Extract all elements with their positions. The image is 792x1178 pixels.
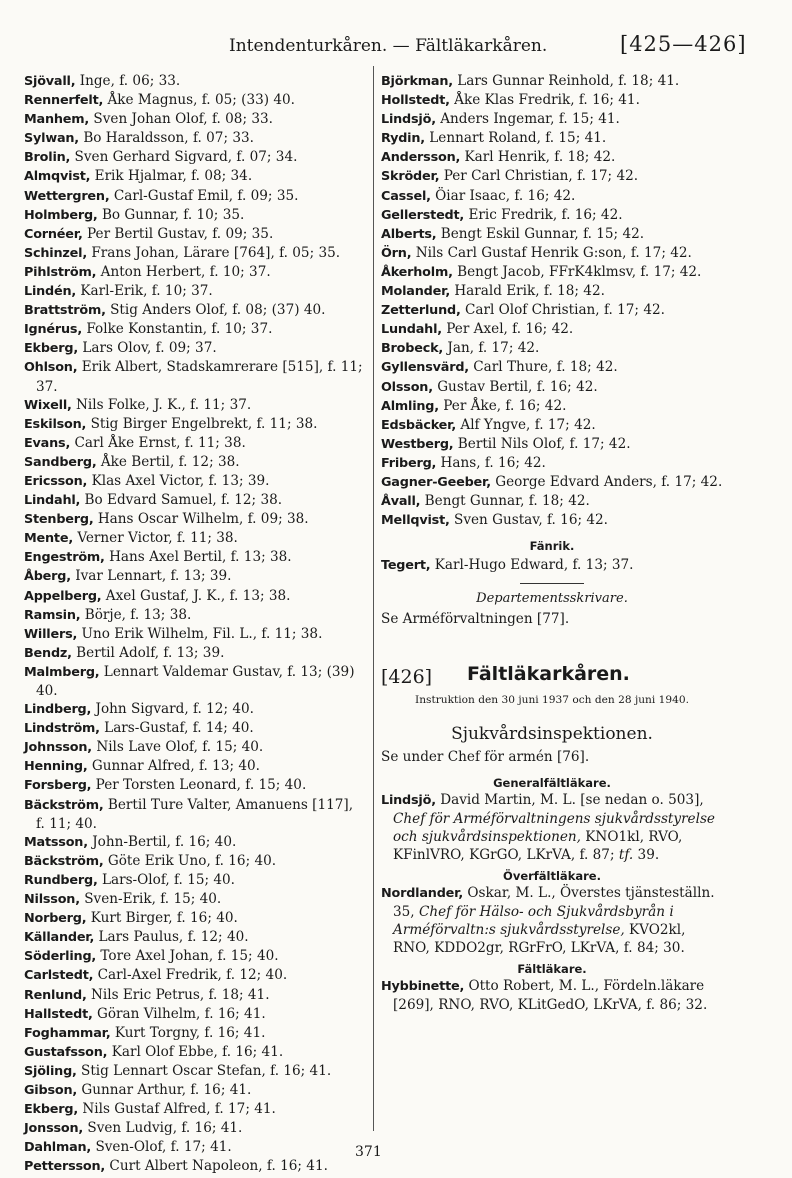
entry-details: Per Bertil Gustav, f. 09; 35. [86,225,274,242]
list-item [381,225,723,244]
entry-name: Foghammar, [24,1025,111,1041]
list-item [24,1024,364,1043]
list-item [381,206,723,225]
entry-name: Ohlson, [24,360,78,376]
entry-details: David Martin, M. L. [se nedan o. 503], [440,791,704,808]
list-item [24,1138,364,1157]
entry-name: Gibson, [24,1082,78,1098]
entry-name: Sylwan, [24,131,79,147]
entry-name: Lindén, [24,284,77,300]
list-item [24,339,364,358]
entry-name: Mente, [24,531,73,547]
entry-name: Lindsjö, [381,792,436,808]
entry-name: Andersson, [381,150,461,166]
entry-name: Westberg, [381,436,454,452]
overfaltlakare-entry [381,884,723,957]
entry-details: Anders Ingemar, f. 15; 41. [440,111,620,128]
list-item [381,511,723,530]
entry-details: Karl Olof Ebbe, f. 16; 41. [111,1043,284,1060]
entry-details: Per Torsten Leonard, f. 15; 40. [95,777,307,794]
list-item [24,796,364,833]
list-item [24,909,364,928]
list-item [24,738,364,757]
entry-name: Bendz, [24,645,72,661]
list-item [381,91,723,110]
list-item [24,167,364,186]
entry-name: Schinzel, [24,245,87,261]
entry-details: John-Bertil, f. 16; 40. [92,833,237,850]
entry-name: Bäckström, [24,853,104,869]
section-heading [381,662,723,692]
list-item [24,91,364,110]
list-item [24,263,364,282]
list-item [24,320,364,339]
entry-details: Verner Victor, f. 11; 38. [77,530,238,547]
list-item [24,148,364,167]
list-item [24,510,364,529]
entry-name: Nilsson, [24,892,80,908]
entry-name: Malmberg, [24,664,100,680]
entry-name: Eskilson, [24,416,87,432]
entry-details: Bertil Adolf, f. 13; 39. [76,644,225,661]
entry-details: Lars Paulus, f. 12; 40. [98,929,249,946]
entry-details: Lennart Roland, f. 15; 41. [429,130,607,147]
list-item [381,110,723,129]
entry-details: Karl-Hugo Edward, f. 13; 37. [434,557,634,574]
entry-details: Per Carl Christian, f. 17; 42. [443,168,639,185]
entry-name: Stenberg, [24,512,94,528]
list-item [381,72,723,91]
list-item [24,415,364,434]
entry-name: Zetterlund, [381,303,461,319]
entry-name: Björkman, [381,74,453,89]
entry-name: Åvall, [381,494,421,510]
entry-details: Öiar Isaac, f. 16; 42. [435,187,576,204]
entry-name: Gyllensvärd, [381,360,469,376]
list-item [381,282,723,301]
list-item [381,187,723,206]
fanrik-entry [381,556,723,575]
list-item [24,472,364,491]
entry-details: Kurt Torgny, f. 16; 41. [114,1024,266,1041]
entry-name: Söderling, [24,949,97,965]
entry-details: Sven Gustav, f. 16; 42. [454,512,608,529]
entry-name: Rundberg, [24,872,98,888]
entry-details: Sven-Olof, f. 17; 41. [95,1139,232,1156]
page-header [0,0,792,60]
list-item [381,397,723,416]
entry-details: Göte Erik Uno, f. 16; 40. [107,852,277,869]
entry-details: Börje, f. 13; 38. [84,606,192,623]
entry-details: Bo Haraldsson, f. 07; 33. [83,130,254,147]
entry-name: Källander, [24,930,95,946]
list-item [24,1043,364,1062]
entry-name: Friberg, [381,455,437,471]
entry-details: Harald Erik, f. 18; 42. [454,283,605,300]
entry-details: Oskar, M. L., Överstes tjänsteställn. 35, [393,884,715,920]
entry-details: Per Axel, f. 16; 42. [446,321,574,338]
entry-details: George Edvard Anders, f. 17; 42. [495,473,723,490]
entry-details: Hans Axel Bertil, f. 13; 38. [109,549,292,566]
entry-details: Bertil Nils Olof, f. 17; 42. [457,435,631,452]
entry-title-italic: Chef för Arméförvaltningens sjukvårdsstyrelse och sjukvårdsinspektionen, [393,810,715,845]
entry-details: Lars-Olof, f. 15; 40. [101,871,236,888]
entry-name: Ramsin, [24,607,81,623]
entry-details: Nils Lave Olof, f. 15; 40. [96,739,264,756]
entry-details: Stig Lennart Oscar Stefan, f. 16; 41. [81,1062,332,1079]
list-item [24,1100,364,1119]
entry-details: Åke Bertil, f. 12; 38. [100,453,240,470]
entry-name: Lindahl, [24,493,81,509]
entry-details: Åke Klas Fredrik, f. 16; 41. [454,92,640,109]
entry-name: Gustafsson, [24,1044,108,1060]
short-divider [520,583,584,584]
entry-name: Lindsjö, [381,112,436,128]
entry-details: Carl Thure, f. 18; 42. [473,359,618,376]
entry-name: Skröder, [381,169,440,185]
generalfaltlakare-entry [381,791,723,864]
entry-name: Dahlman, [24,1140,92,1156]
entry-details: Bertil Ture Valter, Amanuens [117], f. 11; 40. [36,796,354,832]
entry-name: Appelberg, [24,588,102,604]
entry-name: Molander, [381,284,450,300]
entry-details: Nils Carl Gustaf Henrik G:son, f. 17; 42. [415,244,692,261]
entry-name: Pihlström, [24,264,97,280]
fanrik-heading: Fänrik. [529,539,575,554]
entry-name: Almling, [381,398,439,414]
entry-details: Klas Axel Victor, f. 13; 39. [91,472,270,489]
entry-name: Edsbäcker, [381,417,457,433]
list-item [24,757,364,776]
entry-name: Engeström, [24,550,105,566]
list-item [381,129,723,148]
entry-name: Cassel, [381,188,431,204]
entry-details: Lars Olov, f. 09; 37. [82,340,217,357]
page-number: 371 [355,1144,382,1160]
list-item [24,1157,364,1176]
entry-orders: KNO1kl, RVO, KFinlVRO, KGrGO, LKrVA, f. 87; [393,828,683,863]
list-item [24,1062,364,1081]
entry-details: Otto Robert, M. L., Fördeln.läkare [269], RNO, RVO, KLitGedO, LKrVA, f. 86; 32. [393,978,708,1014]
column-divider [373,66,374,1131]
list-item [381,263,723,282]
entry-name: Evans, [24,435,71,451]
list-item [24,663,364,700]
list-item [381,416,723,435]
list-item [24,282,364,301]
list-item [24,986,364,1005]
faltlakare-entry [381,977,723,1014]
entry-details: Tore Axel Johan, f. 15; 40. [100,948,279,965]
entry-details: Åke Magnus, f. 05; (33) 40. [107,92,295,109]
entry-details: Lars Gunnar Reinhold, f. 18; 41. [457,73,680,89]
entry-details: Carl Åke Ernst, f. 11; 38. [74,434,246,451]
list-item [24,72,364,91]
list-item [24,206,364,225]
entry-details: Curt Albert Napoleon, f. 16; 41. [109,1158,328,1175]
list-item [24,776,364,795]
list-item [24,129,364,148]
entry-details: Frans Johan, Lärare [764], f. 05; 35. [91,244,341,261]
entry-name: Sjövall, [24,74,76,89]
entry-name: Pettersson, [24,1159,106,1175]
entry-details: Carl-Axel Fredrik, f. 12; 40. [97,967,288,984]
entry-name: Mellqvist, [381,513,450,529]
entry-details: Folke Konstantin, f. 10; 37. [86,321,273,338]
entry-name: Jonsson, [24,1121,84,1137]
list-item [381,358,723,377]
entry-details: Hans Oscar Wilhelm, f. 09; 38. [97,511,309,528]
list-item [24,966,364,985]
entry-name: Renlund, [24,987,87,1003]
list-item [381,301,723,320]
see-under-text: Se under Chef för armén [76]. [381,749,590,766]
entry-name: Sjöling, [24,1063,77,1079]
entry-details: Kurt Birger, f. 16; 40. [90,910,238,927]
page-range: [425—426] [620,32,747,56]
list-item [24,625,364,644]
entry-details: Sven Johan Olof, f. 08; 33. [93,111,273,128]
entry-name: Åkerholm, [381,264,453,280]
list-item [24,301,364,320]
entry-name: Gagner-Geeber, [381,474,491,490]
entry-details: Göran Vilhelm, f. 16; 41. [97,1005,266,1022]
entry-details: John Sigvard, f. 12; 40. [95,701,254,718]
inspection-heading: Sjukvårdsinspektionen. [451,724,653,745]
entry-name: Johnsson, [24,740,92,756]
entry-details: Erik Albert, Stadskamrerare [515], f. 11; 37. [36,359,363,395]
entry-details: Lennart Valdemar Gustav, f. 13; (39) 40. [36,663,355,699]
entry-orders: KVO2kl, RNO, KDDO2gr, RGrFrO, LKrVA, f. 84; 30. [393,922,686,957]
entry-details: Hans, f. 16; 42. [440,454,546,471]
entry-details: Gustav Bertil, f. 16; 42. [437,378,598,395]
entry-name: Gellerstedt, [381,207,465,223]
entry-name: Lindberg, [24,702,92,718]
list-item [24,548,364,567]
entry-name: Lindström, [24,721,100,737]
list-item [381,167,723,186]
list-item [24,833,364,852]
entry-details: Anton Herbert, f. 10; 37. [100,263,271,280]
list-item [24,871,364,890]
entry-details: Axel Gustaf, J. K., f. 13; 38. [105,587,291,604]
departementsskrivare-heading: Departementsskrivare. [476,591,628,607]
entry-details: Nils Gustaf Alfred, f. 17; 41. [82,1101,276,1118]
entry-title-italic: Chef för Hälso- och Sjukvårdsbyrån i Arméförvaltn:s sjukvårdsstyrelse, [393,904,674,939]
list-item [24,587,364,606]
list-item [24,225,364,244]
list-item [24,1119,364,1138]
list-item [24,890,364,909]
entry-details: Carl-Gustaf Emil, f. 09; 35. [113,187,299,204]
entry-details: Ivar Lennart, f. 13; 39. [75,568,232,585]
entry-year: 39. [637,846,660,863]
list-item [24,529,364,548]
entry-name: Wettergren, [24,188,110,204]
entry-name: Ignérus, [24,322,83,338]
entry-details: Bo Gunnar, f. 10; 35. [101,206,245,223]
entry-name: Manhem, [24,112,90,128]
entry-name: Åberg, [24,569,71,585]
entry-name: Cornéer, [24,226,83,242]
list-item [24,928,364,947]
generalfaltlakare-heading: Generalfältläkare. [493,775,611,790]
list-item [24,1005,364,1024]
entry-name: Tegert, [381,558,431,574]
list-item [381,339,723,358]
list-item [24,491,364,510]
entry-details: Bengt Gunnar, f. 18; 42. [424,493,590,510]
list-item [381,473,723,492]
entry-details: Lars-Gustaf, f. 14; 40. [104,720,254,737]
entry-name: Bäckström, [24,797,104,813]
entry-name: Forsberg, [24,778,92,794]
list-item [24,244,364,263]
entry-details: Nils Eric Petrus, f. 18; 41. [91,986,270,1003]
entry-details: Bo Edvard Samuel, f. 12; 38. [84,492,283,509]
entry-name: Alberts, [381,226,437,242]
entry-name: Olsson, [381,379,433,395]
entry-name: Örn, [381,245,412,261]
list-item [381,492,723,511]
departementsskrivare-text: Se Arméförvaltningen [77]. [381,611,570,628]
list-item [24,606,364,625]
entry-name: Norberg, [24,911,87,927]
right-entries-list [381,72,723,530]
entry-name: Rydin, [381,131,425,147]
list-item [24,358,364,395]
list-item [24,110,364,129]
entry-name: Hallstedt, [24,1006,93,1022]
section-number: [426] [381,666,433,689]
overfaltlakare-heading: Överfältläkare. [503,868,601,883]
entry-details: Erik Hjalmar, f. 08; 34. [94,168,253,185]
entry-name: Willers, [24,626,78,642]
list-item [24,852,364,871]
entry-details: Sven-Erik, f. 15; 40. [84,891,222,908]
entry-name: Nordlander, [381,885,464,901]
entry-details: Eric Fredrik, f. 16; 42. [468,206,623,223]
entry-details: Sven Gerhard Sigvard, f. 07; 34. [74,149,298,166]
list-item [24,719,364,738]
entry-name: Sandberg, [24,454,97,470]
entry-name: Holmberg, [24,207,98,223]
entry-name: Brolin, [24,150,71,166]
entry-name: Brobeck, [381,341,444,357]
entry-tf: tf. [618,846,634,863]
entry-name: Matsson, [24,834,88,850]
entry-details: Uno Erik Wilhelm, Fil. L., f. 11; 38. [81,625,323,642]
entry-name: Carlstedt, [24,968,94,984]
entry-name: Almqvist, [24,169,91,185]
list-item [381,454,723,473]
right-column [381,72,723,1014]
entry-details: Gunnar Arthur, f. 16; 41. [81,1081,252,1098]
entry-name: Wixell, [24,397,72,413]
list-item [24,396,364,415]
running-title: Intendenturkåren. — Fältläkarkåren. [229,36,548,56]
entry-details: Inge, f. 06; 33. [79,73,181,89]
entry-details: Jan, f. 17; 42. [447,340,540,357]
left-column [24,72,364,1176]
list-item [24,567,364,586]
list-item [24,1081,364,1100]
entry-details: Karl Henrik, f. 18; 42. [464,149,616,166]
entry-name: Rennerfelt, [24,93,104,109]
list-item [24,644,364,663]
entry-name: Brattström, [24,303,106,319]
entry-name: Ekberg, [24,341,79,357]
entry-details: Sven Ludvig, f. 16; 41. [87,1120,243,1137]
list-item [24,187,364,206]
faltlakare-heading: Fältläkare. [517,962,587,977]
list-item [381,320,723,339]
list-item [381,378,723,397]
entry-name: Henning, [24,759,88,775]
entry-details: Bengt Jacob, FFrK4klmsv, f. 17; 42. [457,263,702,280]
entry-details: Stig Anders Olof, f. 08; (37) 40. [110,302,326,319]
entry-details: Gunnar Alfred, f. 13; 40. [91,758,260,775]
list-item [24,453,364,472]
instruction-line: Instruktion den 30 juni 1937 och den 28 juni 1940. [415,694,689,707]
entry-details: Karl-Erik, f. 10; 37. [80,283,213,300]
list-item [381,244,723,263]
entry-name: Hybbinette, [381,979,465,995]
list-item [24,947,364,966]
list-item [381,435,723,454]
entry-details: Per Åke, f. 16; 42. [443,397,567,414]
entry-details: Nils Folke, J. K., f. 11; 37. [76,396,252,413]
section-title: Fältläkarkåren. [467,663,630,686]
entry-name: Lundahl, [381,322,442,338]
list-item [24,434,364,453]
entry-details: Carl Olof Christian, f. 17; 42. [464,302,665,319]
list-item [381,148,723,167]
entry-name: Ekberg, [24,1102,79,1118]
entry-name: Ericsson, [24,473,88,489]
entry-details: Bengt Eskil Gunnar, f. 15; 42. [440,225,645,242]
entry-details: Alf Yngve, f. 17; 42. [460,416,596,433]
entry-name: Hollstedt, [381,93,450,109]
entry-details: Stig Birger Engelbrekt, f. 11; 38. [90,415,318,432]
list-item [24,700,364,719]
